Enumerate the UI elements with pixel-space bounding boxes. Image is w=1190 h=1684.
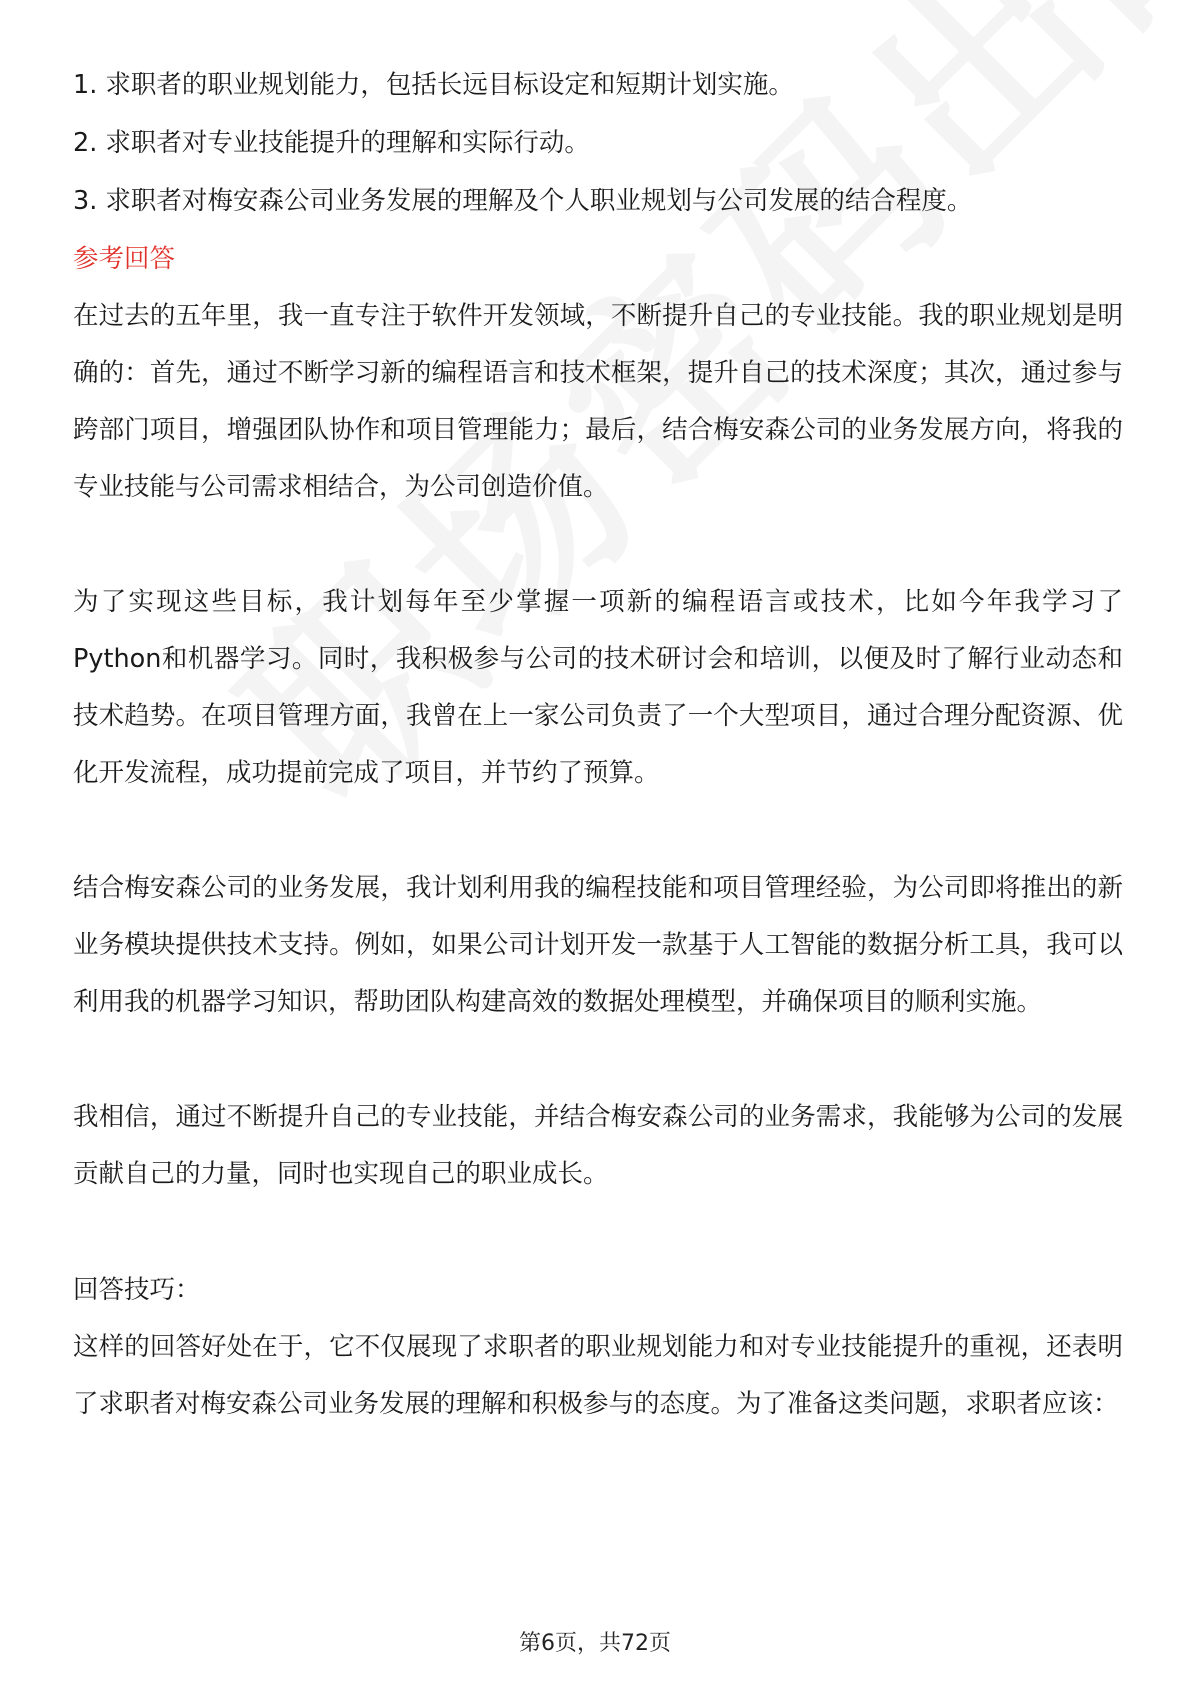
list-item: 2. 求职者对专业技能提升的理解和实际行动。	[73, 128, 590, 158]
document-body	[73, 56, 1123, 1433]
list-item: 3. 求职者对梅安森公司业务发展的理解及个人职业规划与公司发展的结合程度。	[73, 186, 973, 216]
answer-heading: 参考回答	[73, 244, 176, 274]
answer-paragraph: 为了实现这些目标，我计划每年至少掌握一项新的编程语言或技术，比如今年我学习了Python和机器学习。同时，我积极参与公司的技术研讨会和培训，以便及时了解行业动态和技术趋势。在项目管理方面，我曾在上一家公司负责了一个大型项目，通过合理分配资源、优化开发流程，成功提前完成了项目，并节约了预算。	[73, 587, 1123, 788]
tips-paragraph: 这样的回答好处在于，它不仅展现了求职者的职业规划能力和对专业技能提升的重视，还表明了求职者对梅安森公司业务发展的理解和积极参与的态度。为了准备这类问题，求职者应该：	[73, 1332, 1123, 1419]
answer-paragraph: 在过去的五年里，我一直专注于软件开发领域，不断提升自己的专业技能。我的职业规划是明确的：首先，通过不断学习新的编程语言和技术框架，提升自己的技术深度；其次，通过参与跨部门项目，增强团队协作和项目管理能力；最后，结合梅安森公司的业务发展方向，将我的专业技能与公司需求相结合，为公司创造价值。	[73, 301, 1123, 502]
answer-paragraph: 结合梅安森公司的业务发展，我计划利用我的编程技能和项目管理经验，为公司即将推出的新业务模块提供技术支持。例如，如果公司计划开发一款基于人工智能的数据分析工具，我可以利用我的机器学习知识，帮助团队构建高效的数据处理模型，并确保项目的顺利实施。	[73, 873, 1123, 1017]
list-item: 1. 求职者的职业规划能力，包括长远目标设定和短期计划实施。	[73, 70, 794, 100]
tips-heading: 回答技巧：	[73, 1275, 201, 1305]
answer-paragraph: 我相信，通过不断提升自己的专业技能，并结合梅安森公司的业务需求，我能够为公司的发展贡献自己的力量，同时也实现自己的职业成长。	[73, 1102, 1123, 1189]
page-footer: 第6页，共72页	[519, 1631, 671, 1656]
